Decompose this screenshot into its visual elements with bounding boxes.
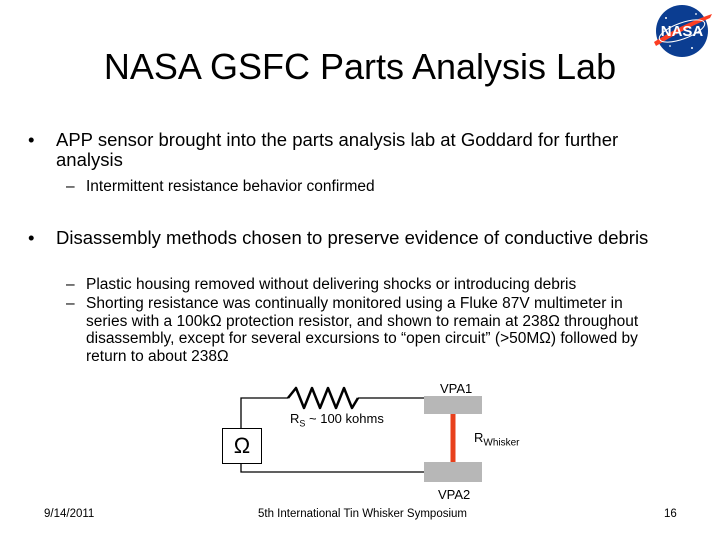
footer-event: 5th International Tin Whisker Symposium (258, 508, 468, 520)
wire-bottom (241, 462, 424, 472)
vpa2-label: VPA2 (438, 487, 471, 502)
bullet-1-text: APP sensor brought into the parts analysis lab at Goddard for further analysis (56, 129, 619, 170)
footer-date: 9/14/2011 (44, 508, 95, 520)
pad-vpa2 (424, 462, 482, 482)
bullet-2-text: Disassembly methods chosen to preserve evidence of conductive debris (56, 227, 649, 248)
sub-dash: – (66, 276, 75, 293)
ohmmeter-symbol: Ω (222, 428, 262, 464)
vpa1-label: VPA1 (440, 381, 473, 396)
resistor-rs (288, 388, 358, 408)
rs-label: $R_S$ ~ 100 kohms (290, 411, 384, 429)
slide-title: NASA GSFC Parts Analysis Lab (103, 46, 617, 87)
pad-vpa1 (424, 396, 482, 414)
bullet-2-sub-2-text: Shorting resistance was continually monitored using a Fluke 87V multimeter in series with a 100kΩ protection resistor, and shown to remain at 238Ω throughout disassembly, except for several excursions to “open circuit” (>50MΩ) followed by return to about 238Ω (86, 295, 639, 365)
sub-dash: – (66, 178, 75, 195)
bullet-dot: • (28, 129, 35, 150)
bullet-1-sub-1-text: Intermittent resistance behavior confirmed (86, 178, 375, 195)
svg-text:NASA: NASA (660, 23, 704, 40)
rwhisker-label: $R_{Whisker}$ (474, 430, 520, 449)
bullet-2-sub-1-text: Plastic housing removed without delivering shocks or introducing debris (86, 276, 577, 293)
sub-dash: – (66, 295, 75, 312)
wire-left (241, 398, 288, 428)
footer-page-number: 16 (664, 508, 677, 520)
bullet-dot: • (28, 227, 35, 248)
